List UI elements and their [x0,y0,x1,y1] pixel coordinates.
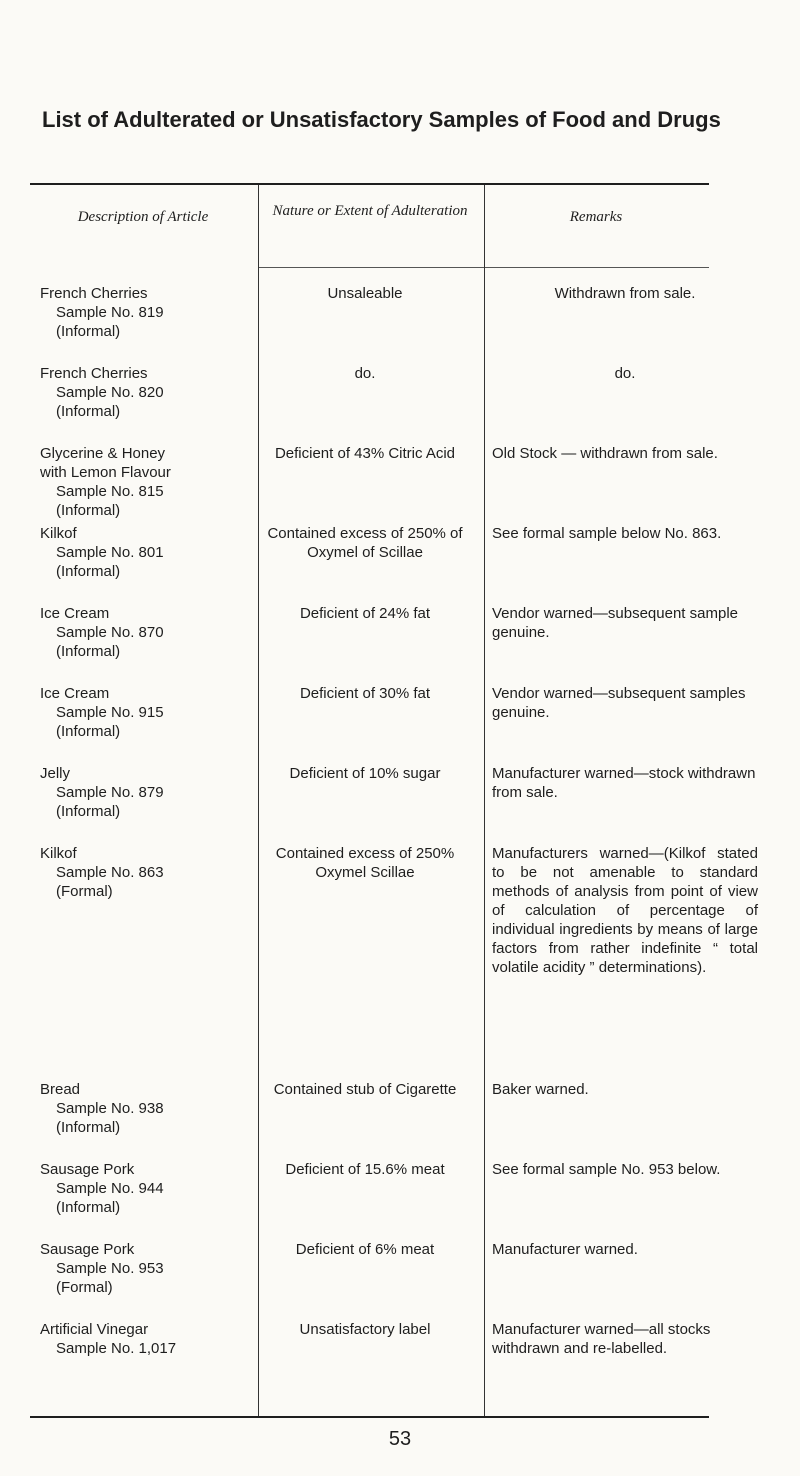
remarks-cell: Manufacturer warned—stock withdrawn from sale. [492,765,756,801]
article-name: Jelly [40,765,71,782]
page-number: 53 [388,1428,412,1450]
description-cell [40,1160,250,1217]
sample-type: (Informal) [56,1119,121,1136]
sample-number: Sample No. 915 [56,704,164,721]
sample-number: Sample No. 938 [56,1100,164,1117]
description-cell [40,524,250,581]
remarks-cell: Vendor warned—subsequent sample genuine. [492,605,738,641]
sample-type: (Informal) [56,502,121,519]
description-cell [40,1240,250,1297]
description-cell [40,284,250,341]
sample-type: (Formal) [56,1279,113,1296]
page-title: List of Adulterated or Unsatisfactory Samples of Food and Drugs [42,107,721,132]
remarks-cell: See formal sample No. 953 below. [492,1161,721,1178]
nature-cell: Contained stub of Cigarette [273,1081,457,1098]
sample-type: (Informal) [56,643,121,660]
remarks-cell: Vendor warned—subsequent samples genuine. [492,685,746,721]
sample-type: (Informal) [56,723,121,740]
header-nature: Nature or Extent of Adulteration [272,203,468,219]
article-name: Sausage Pork [40,1161,135,1178]
remarks-cell: Old Stock — withdrawn from sale. [492,445,718,462]
article-name: Artificial Vinegar [40,1321,149,1338]
sample-type: (Informal) [56,403,121,420]
article-name: Ice Cream [40,685,110,702]
nature-cell: Deficient of 24% fat [299,605,431,622]
article-name: Sausage Pork [40,1241,135,1258]
table-bottom-rule [30,1416,709,1418]
article-name: French Cherries [40,285,148,302]
nature-cell: Contained excess of 250% of Oxymel of Scillae [267,525,463,561]
sample-number: Sample No. 801 [56,544,164,561]
header-remarks: Remarks [569,209,623,225]
sample-number: Sample No. 953 [56,1260,164,1277]
remarks-cell: Baker warned. [492,1081,589,1098]
remarks-cell: Manufacturers warned—(Kilkof stated to be not amenable to standard methods of analysis from point of view of calculation of percentage of individual ingredients by means of large factors from rather indefinite “ total volatile acidity ” determinations). [492,845,758,976]
header-description: Description of Article [77,209,209,225]
article-name: Ice Cream [40,605,110,622]
article-name: French Cherries [40,365,148,382]
remarks-cell: See formal sample below No. 863. [492,525,722,542]
nature-cell: Unsaleable [327,285,403,302]
description-cell [40,604,250,661]
nature-cell: do. [354,365,376,382]
nature-cell: Deficient of 10% sugar [289,765,441,782]
article-name: Kilkof [40,525,77,542]
sample-number: Sample No. 815 [56,483,164,500]
column-divider-right [484,185,485,1416]
sample-type: (Formal) [56,883,113,900]
nature-cell: Contained excess of 250% Oxymel Scillae [275,845,455,881]
article-name-continued: with Lemon Flavour [40,464,171,481]
article-name: Bread [40,1081,81,1098]
sample-type: (Informal) [56,1199,121,1216]
description-cell [40,1080,250,1137]
remarks-cell: Manufacturer warned—all stocks withdrawn and re-labelled. [492,1321,711,1357]
sample-number: Sample No. 863 [56,864,164,881]
sample-type: (Informal) [56,563,121,580]
description-cell [40,844,250,901]
sample-number: Sample No. 819 [56,304,164,321]
description-cell [40,364,250,421]
nature-cell: Deficient of 15.6% meat [285,1161,445,1178]
remarks-cell: do. [614,365,636,382]
nature-cell: Deficient of 30% fat [299,685,431,702]
sample-number: Sample No. 944 [56,1180,164,1197]
remarks-cell: Manufacturer warned. [492,1241,638,1258]
sample-number: Sample No. 820 [56,384,164,401]
description-cell [40,764,250,821]
table-top-rule [30,183,709,185]
description-cell [40,684,250,741]
sample-number: Sample No. 870 [56,624,164,641]
article-name: Kilkof [40,845,77,862]
sample-number: Sample No. 1,017 [56,1340,177,1357]
description-cell [40,1320,250,1358]
article-name: Glycerine & Honey [40,445,166,462]
sample-type: (Informal) [56,803,121,820]
nature-cell: Unsatisfactory label [299,1321,431,1338]
nature-cell: Deficient of 6% meat [295,1241,435,1258]
description-cell [40,444,250,520]
nature-cell: Deficient of 43% Citric Acid [274,445,456,462]
column-divider-left [258,185,259,1416]
sample-number: Sample No. 879 [56,784,164,801]
remarks-cell: Withdrawn from sale. [554,285,696,302]
sample-type: (Informal) [56,323,121,340]
